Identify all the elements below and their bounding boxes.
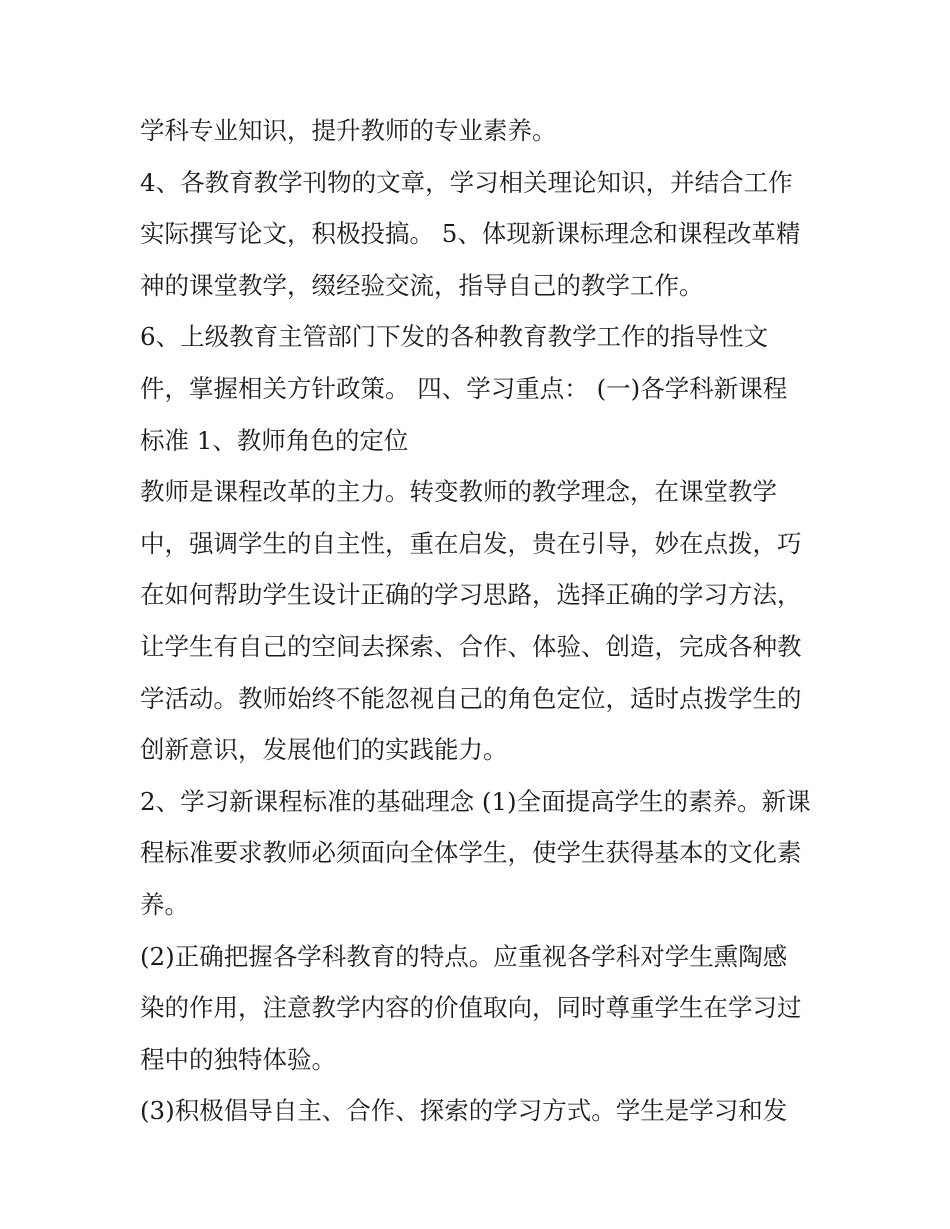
text-line: 4、各教育教学刊物的文章，学习相关理论知识，并结合工作 xyxy=(140,167,793,197)
text-line: 学科专业知识，提升教师的专业素养。 xyxy=(140,116,557,145)
text-line: 在如何帮助学生设计正确的学习思路，选择正确的学习方法， xyxy=(140,580,802,610)
text-line: (3)积极倡导自主、合作、探索的学习方式。学生是学习和发 xyxy=(140,1096,788,1126)
text-line: 教师是课程改革的主力。转变教师的教学理念，在课堂教学 xyxy=(140,477,777,507)
text-line: 创新意识，发展他们的实践能力。 xyxy=(140,735,508,765)
text-line: 件，掌握相关方针政策。 四、学习重点： (一)各学科新课程 xyxy=(140,373,788,403)
text-line: (2)正确把握各学科教育的特点。应重视各学科对学生熏陶感 xyxy=(140,941,788,971)
text-line: 程标准要求教师必须面向全体学生，使学生获得基本的文化素 xyxy=(140,838,802,868)
text-line: 中，强调学生的自主性，重在启发，贵在引导，妙在点拨，巧 xyxy=(140,528,802,558)
text-line: 让学生有自己的空间去探索、合作、体验、创造，完成各种教 xyxy=(140,631,802,661)
text-line: 程中的独特体验。 xyxy=(140,1044,336,1074)
text-line: 标准 1、教师角色的定位 xyxy=(140,425,409,455)
text-line: 实际撰写论文，积极投搞。 5、体现新课标理念和课程改革精 xyxy=(140,219,801,249)
text-line: 养。 xyxy=(140,889,189,919)
document-body xyxy=(140,105,820,1137)
text-line: 染的作用，注意教学内容的价值取向，同时尊重学生在学习过 xyxy=(140,993,802,1023)
text-line: 6、上级教育主管部门下发的各种教育教学工作的指导性文 xyxy=(140,322,769,352)
text-line: 学活动。教师始终不能忽视自己的角色定位，适时点拨学生的 xyxy=(140,683,802,713)
text-line: 神的课堂教学，缀经验交流，指导自己的教学工作。 xyxy=(140,270,704,300)
text-line: 2、学习新课程标准的基础理念 (1)全面提高学生的素养。新课 xyxy=(140,786,811,816)
